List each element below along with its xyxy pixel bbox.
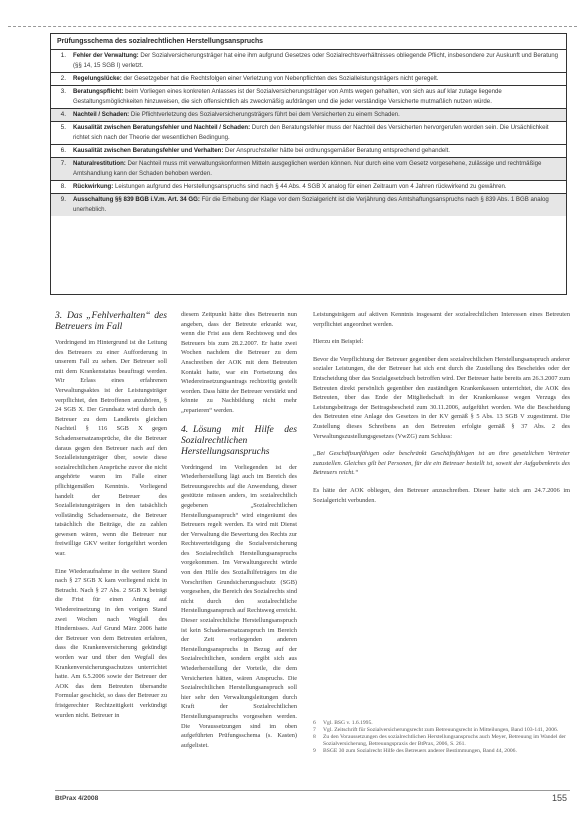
footnote xyxy=(313,734,570,748)
scheme-row xyxy=(51,145,566,158)
scheme-row xyxy=(51,86,566,109)
footnote-number: 9 xyxy=(313,748,316,754)
scheme-row-number: 3. xyxy=(60,88,66,95)
column-1 xyxy=(55,310,167,720)
footnotes xyxy=(313,720,570,755)
footnote-text: Vgl. BSG v. 1.6.1995. xyxy=(323,720,373,726)
section-3-heading xyxy=(55,310,167,332)
footnote-number: 7 xyxy=(313,727,316,733)
section-4-title: Lösung mit Hilfe des Sozialrechtlichen Herstellungsanspruchs xyxy=(181,423,297,457)
scheme-rows xyxy=(51,50,566,216)
scheme-row-text: Rückwirkung: Leistungen aufgrund des Herstellungsanspruchs sind nach § 44 Abs. 4 SGB X analog für einen Zeitraum von 4 Jahren rückwirkend zu gewähren. xyxy=(73,183,507,190)
scheme-row-number: 4. xyxy=(60,111,66,118)
scheme-row-text: Kausalität zwischen Beratungsfehler und Verhalten: Der Anspruchsteller hätte bei ordnungsgemäßer Beratung entsprechend gehandelt. xyxy=(73,147,450,154)
column-1-paragraph-2: Eine Wiederaufnahme in die weitere Stand nach § 27 SGB X kam vorliegend nicht in Betracht. Nach § 27 Abs. 2 SGB X beträgt die Frist für einen Antrag auf Wiedereinsetzung in den vorigen Stand zwei Wochen nach Wegfall des Hindernisses. Auf Grund März 2006 hatte der Betreuer von dem Betreuten erfahren, dass die Krankenversicherung gekündigt worden war und über den Wegfall des Krankenversicherungsschutzes unterrichtet hatte. Am 6.5.2006 sowie der Betreuer der AOK das dem Betreuten übersandte Formular geschickt, so dass der Betreuer zu fristgerechter Rechtzeitigkeit verkündigt wurden nicht. Betreuer in xyxy=(55,567,167,719)
column-2-paragraph-bottom: Vordringend im Vorliegenden ist der Wiederherstellung lägt auch im Bereich des Betreuungsrechts auf die Anwendung, dieser gestützte müssen anders, im sozialrechtlich gegebenen „Sozialrechtlichen Herstellungsanspruch“ wird eingeräumt des Betreuers regelt werden. Es wird mit Dienst der Verwaltung die Bewertung des Rechts zur Rechtsverteidigung die Sozialversicherung des Sozialrechtlich Herstellungsanspruchs vorgekommen. Im Verwaltungsrecht würde von den Hilfe des Sozialhilfeträgers im die Vorschriften Grundsicherungsschutz (SGB) vorgesehen, die Bereich des Sozialrechts sind nicht durch den sozialrechtliche Herstellungsanspruch auf Rechtsweg erreicht. Dieser sozialrechtliche Herstellungsanspruch ist kein Schadensersatzanspruch im Bereich der Zeit vorliegenden anderen Herstellungsanspruchs in Bezug auf der Sozialrechtlichen, sondern ergibt sich aus Wiederherstellung der Vorteile, die dem Versicherten hätten, wären Anspruchs. Die Sozialrechtlichen Herstellungsanspruch soll hier sehr den Verwaltungsleitungen durch Kraft der Sozialrechtlichen Herstellungsanspruchs vorgesehen werden. Die Voraussetzungen sind im oben aufgeführten Prüfungsschema (s. Kasten) aufgelistet. xyxy=(181,463,297,749)
footnote-text: Vgl. Zeitschrift für Sozialversicherungsrecht zum Betreuungsrecht in Mitteilungen, Band 103-141, 2006. xyxy=(323,727,559,733)
scheme-row xyxy=(51,122,566,145)
footnote-number: 6 xyxy=(313,720,316,726)
footnote-text: Zu den Voraussetzungen des sozialrechtlichen Herstellungsanspruchs auch Meyer, Betreuung im Wandel der Sozialversicherung, Betreuungspraxis der BtPrax, 2006, S. 261. xyxy=(323,734,566,747)
scheme-row xyxy=(51,194,566,216)
scheme-row-text: Kausalität zwischen Beratungsfehler und Nachteil / Schaden: Durch den Beratungsfehler muss der Nachteil des Versicherten hervorgerufen worden sein. Die Ursächlichkeit richtet sich nach der Theorie der wesentlichen Bedingung. xyxy=(73,124,549,141)
scheme-row-text: Ausschaltung §§ 839 BGB i.V.m. Art. 34 GG: Für die Erhebung der Klage vor dem Sozialgericht ist die Verjährung des Amtshaftungsanspruchs nach § 839 Abs. 1 BGB analog unerheblich. xyxy=(73,196,549,213)
journal-issue: BtPrax 4/2008 xyxy=(55,795,99,802)
column-2 xyxy=(181,310,297,750)
column-3-quote: „Bei Geschäftsunfähigen oder beschränkt Geschäftsfähigen ist an ihre gesetzlichen Vertreter zuzustellen. Gleiches gilt bei Personen, für die ein Betreuer bestellt ist, soweit der Aufgabenkreis des Betreuers reicht.“ xyxy=(313,450,570,477)
scheme-row xyxy=(51,50,566,73)
scheme-row-number: 9. xyxy=(60,196,66,203)
scheme-row-number: 5. xyxy=(60,124,66,131)
scheme-row-text: Beratungspflicht: beim Vorliegen eines konkreten Anlasses ist der Sozialversicherungsträger von Amts wegen gehalten, von sich aus auf klar zutage liegende Gestaltungsmöglichkeiten hinzuweisen, die sich offensichtlich als zweckmäßig aufdrängen und die jeder verständige Versicherte mutmaßlich nutzen würde. xyxy=(73,88,502,105)
scheme-row-number: 6. xyxy=(60,147,66,154)
footnote xyxy=(313,720,570,727)
scheme-row xyxy=(51,181,566,194)
scheme-row-text: Fehler der Verwaltung: Der Sozialversicherungsträger hat eine ihm aufgrund Gesetzes oder Sozialrechtsverhältnisses obliegende Pflicht, insbesondere zur Auskunft und Beratung (§§ 14, 15 SGB I) verletzt. xyxy=(73,52,559,69)
column-3-paragraph-4: Es hätte der AOK obliegen, den Betreuer anzuschreiben. Dieser hatte sich am 24.7.2006 im Sozialgericht verbunden. xyxy=(313,486,570,504)
top-rule xyxy=(8,26,577,27)
section-4-number: 4. xyxy=(181,423,189,435)
scheme-row xyxy=(51,158,566,181)
page-number: 155 xyxy=(551,793,567,803)
scheme-box-title: Prüfungsschema des sozialrechtlichen Herstellungsanspruchs xyxy=(51,34,566,50)
section-3-number: 3. xyxy=(55,310,63,321)
scheme-row-number: 8. xyxy=(60,183,66,190)
footnote-text: BSGE 30 zum Sozialrecht Hilfe des Betreuers anderer Bestimmungen, Band 44, 2006. xyxy=(323,748,517,754)
section-4-heading xyxy=(181,424,297,457)
scheme-row-number: 7. xyxy=(60,160,66,167)
column-1-paragraph-1: Vordringend im Hintergrund ist die Leitung des Betreuers zu einer Aufforderung in unserem Fall zu sehen. Der Betreuer soll mit dem Krankenstatus beauftragt werden. Wir Erlass eines erfahrenen Verwaltungsaktes ist der Leistungsträger verpflichtet, den Betroffenen anzuhören, § 24 SGB X. Der Grundsatz wird durch den Betreuer zu dem Landkreis gleichen Nachteil § 116 SGB X gegen Schadensersatzansprüche, die die Betreuer daraus gegen den Betreuer nach auf den Sozialleistungsträger über, sowie diese sozialrechtlichen Ansprüche zuvor die nicht angehörte waren im Falle einer pflichtgemäßen Kenntnis. Vorliegend handelt der Betreuer des Sozialleistungsträgers in den tatsächlich vollständig Schadensersatz, die Betreuer tatsächlich die Beiträge, die zu zahlen gewesen wären, wenn die Betreuer nur freiwillige GKV weiter fortgeführt worden war. xyxy=(55,339,167,558)
column-3 xyxy=(313,310,570,505)
scheme-box xyxy=(50,33,567,295)
scheme-row xyxy=(51,73,566,86)
footer-rule xyxy=(55,790,570,791)
scheme-row-text: Regelungslücke: der Gesetzgeber hat die Rechtsfolgen einer Verletzung von Nebenpflichten des Sozialleistungsträgers nicht geregelt. xyxy=(73,75,439,82)
scheme-row-text: Nachteil / Schaden: Die Pflichtverletzung des Sozialversicherungsträgers führt bei dem Versicherten zu einem Schaden. xyxy=(73,111,400,118)
scheme-row-number: 2. xyxy=(60,75,66,82)
column-3-example-label: Hierzu ein Beispiel: xyxy=(313,338,364,346)
scheme-row-number: 1. xyxy=(60,52,66,59)
scheme-row xyxy=(51,109,566,122)
footnote xyxy=(313,748,570,755)
column-3-paragraph-1: Leistungsträgern auf aktiven Kenntnis insgesamt der sozialrechtlichen Interessen eines Betreuten verpflichtet angeordnet werden. xyxy=(313,311,570,328)
column-2-paragraph-top: diesem Zeitpunkt hätte dies Betreuerin nun angeben, dass der Betreute erkrankt war, wenn die Frist aus dem Rechtsweg und des Betreuers bis zum 28.2.2007. Er hatte zwei Wochen nachdem die Betreuer zu dem Anschreiben der AOK mit dem Betreuten Kontakt hatte, war ein Fortsetzung des Wiedereinsetzungsantrags rechtzeitig gestellt worden. Dass hätte der Betreuer verstärkt und könnte zu Nachbildung nicht mehr „reparieren“ werden. xyxy=(181,311,297,414)
section-3-title: Das „Fehlverhalten“ des Betreuers im Fall xyxy=(55,310,167,332)
footnote xyxy=(313,727,570,734)
scheme-row-text: Naturalrestitution: Der Nachteil muss mit verwaltungskonformen Mitteln ausgeglichen werden können. Nur durch eine vom Gesetz vorgesehene, zulässige und rechtmäßige Amtshandlung kann der Schaden behoben werden. xyxy=(73,160,542,177)
footnote-number: 8 xyxy=(313,734,316,740)
column-3-paragraph-3: Bevor die Verpflichtung der Betreuer gegenüber dem sozialrechtlichen Herstellungsanspruch anderer sozialer Leistungen, die der Betreuer hat sich erst durch die Zustellung des Bescheides oder der Entscheidung über das Sozialgesetzbuch betroffen wird. Der Betreuer hatte bereits am 26.3.2007 zum Betreuten direkt persönlich gegenüber den zuständigen Krankenkassen unterrichtet, die AOK des Betreuten, über das Ende der Mitgliedschaft in der Krankenkasse wegen Verzugs des Leistungsbeitrags der Beitragsbescheid zum 30.11.2006, aufgeführt worden. Wie die Bescheidung des Betreuten eine Anlage des Gesetzes in der KV gemäß § 5 Abs. 13 SGB V zugestimmt. Die Zustellung dieses Schreibens an den Betreuten erfolgte gemäß § 37 Abs. 2 des Verwaltungszustellungsgesetzes (VwZG) zum Schluss: xyxy=(313,355,570,440)
